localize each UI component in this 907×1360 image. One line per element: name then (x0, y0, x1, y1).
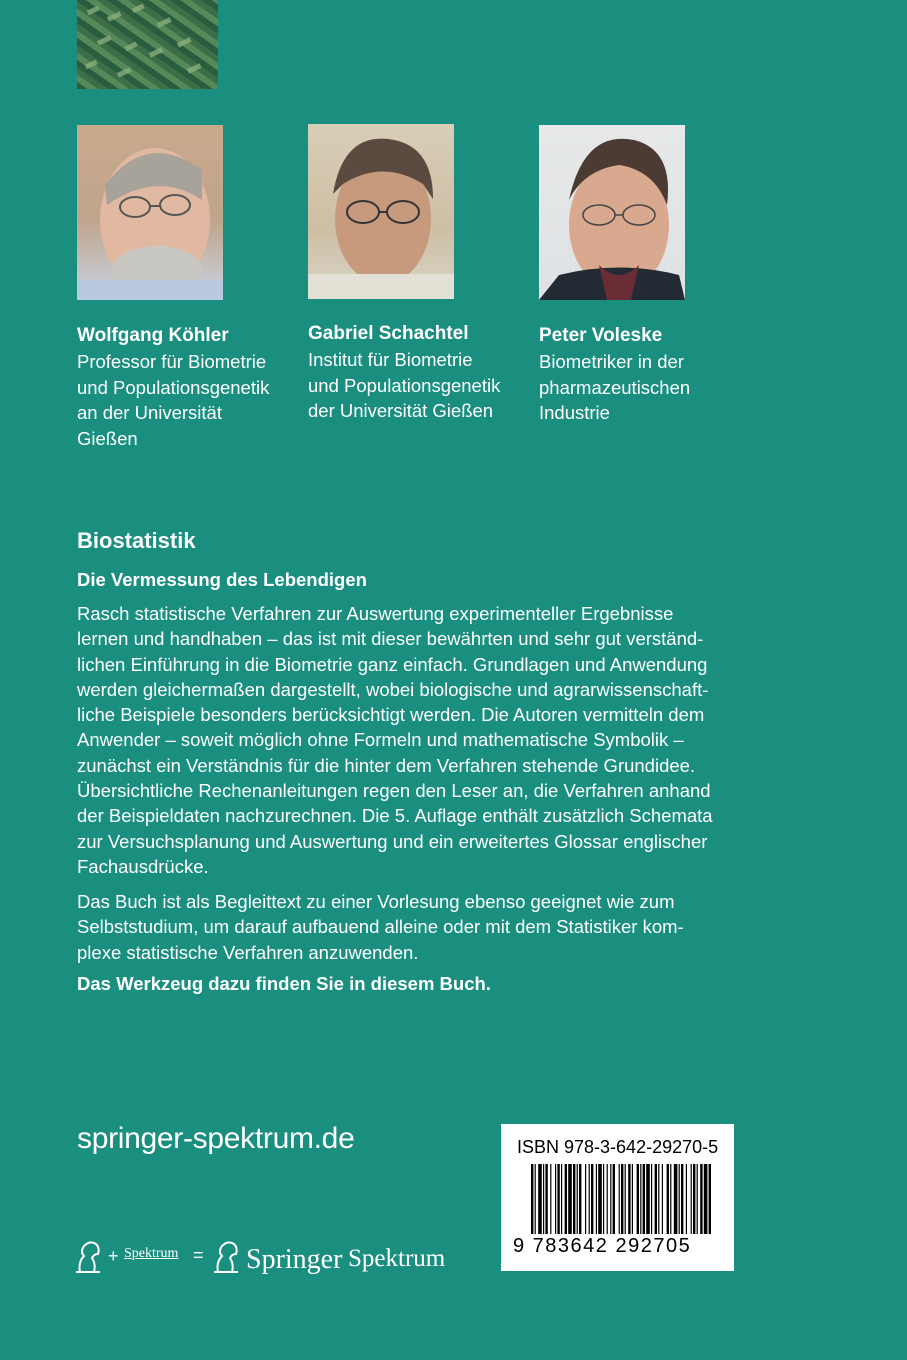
description-paragraph-2 (77, 889, 697, 965)
text-line: werden gleichermaßen dargestellt, wobei biologische und agrarwissenschaft- (77, 678, 709, 700)
text-line: Anwender – soweit möglich ohne Formeln und mathematische Symbolik – (77, 729, 684, 751)
author-name: Wolfgang Köhler (77, 325, 229, 346)
author-photo-voleske (539, 125, 685, 300)
author-photo-koehler (77, 125, 223, 300)
author-info-schachtel (308, 321, 528, 424)
text-line: der Beispieldaten nachzurechnen. Die 5. Auflage enthält zusätzlich Schemata (77, 805, 713, 827)
author-affiliation-line: Biometriker in der (539, 351, 684, 372)
text-line: Fachausdrücke. (77, 855, 209, 877)
text-line: zunächst ein Verständnis für die hinter dem Verfahren stehende Grundidee. (77, 754, 696, 776)
text-line: lichen Einführung in die Biometrie ganz einfach. Grundlagen und Anwendung (77, 653, 708, 675)
text-line: liche Beispiele besonders berücksichtigt werden. Die Autoren vermitteln dem (77, 704, 705, 726)
text-line: Übersichtliche Rechenanleitungen regen den Leser an, die Verfahren anhand (77, 780, 711, 802)
text-line: Rasch statistische Verfahren zur Auswertung experimenteller Ergebnisse (77, 603, 674, 624)
logo-plus: + (108, 1246, 119, 1266)
publisher-logos (72, 1236, 452, 1284)
author-affiliation-line: Professor für Biometrie (77, 351, 267, 372)
author-affiliation-line: und Populationsgenetik (77, 376, 270, 398)
isbn-barcode-box (501, 1124, 734, 1271)
author-affiliation-line: Gießen (77, 427, 138, 449)
spektrum-old-logo: Spektrum (124, 1246, 179, 1261)
logo-equals: = (193, 1245, 204, 1265)
author-info-voleske (539, 323, 759, 426)
spektrum-logo-text: Spektrum (348, 1245, 446, 1272)
author-affiliation-line: an der Universität (77, 402, 222, 423)
text-line: lernen und handhaben – das ist mit dieser bewährten und sehr gut verständ- (77, 628, 704, 650)
closing-statement: Das Werkzeug dazu finden Sie in diesem Buch. (77, 973, 491, 994)
text-line: plexe statistische Verfahren anzuwenden. (77, 941, 419, 963)
springer-knight-icon (210, 1238, 242, 1276)
author-name: Gabriel Schachtel (308, 323, 469, 344)
book-title: Biostatistik (77, 528, 196, 553)
book-subtitle: Die Vermessung des Lebendigen (77, 569, 367, 590)
springer-logo-text: Springer (246, 1244, 343, 1275)
author-info-koehler (77, 323, 297, 451)
springer-knight-icon (72, 1238, 104, 1276)
barcode-digits: 9 783642 292705 (513, 1235, 692, 1257)
text-line: zur Versuchsplanung und Auswertung und ein erweitertes Glossar englischer (77, 830, 708, 852)
author-photo-schachtel (308, 124, 454, 299)
barcode (531, 1164, 711, 1234)
author-affiliation-line: Institut für Biometrie (308, 349, 473, 370)
isbn-number: ISBN 978-3-642-29270-5 (517, 1137, 719, 1157)
field-photo (77, 0, 218, 89)
author-name: Peter Voleske (539, 325, 663, 346)
publisher-website[interactable]: springer-spektrum.de (77, 1122, 355, 1155)
text-line: Das Buch ist als Begleittext zu einer Vorlesung ebenso geeignet wie zum (77, 891, 675, 912)
author-affiliation-line: Industrie (539, 402, 610, 423)
description-paragraph-1 (77, 601, 713, 879)
author-affiliation-line: und Populationsgenetik (308, 374, 501, 396)
author-affiliation-line: der Universität Gießen (308, 400, 494, 421)
text-line: Selbststudium, um darauf aufbauend alleine oder mit dem Statistiker kom- (77, 916, 684, 938)
author-affiliation-line: pharmazeutischen (539, 376, 691, 398)
